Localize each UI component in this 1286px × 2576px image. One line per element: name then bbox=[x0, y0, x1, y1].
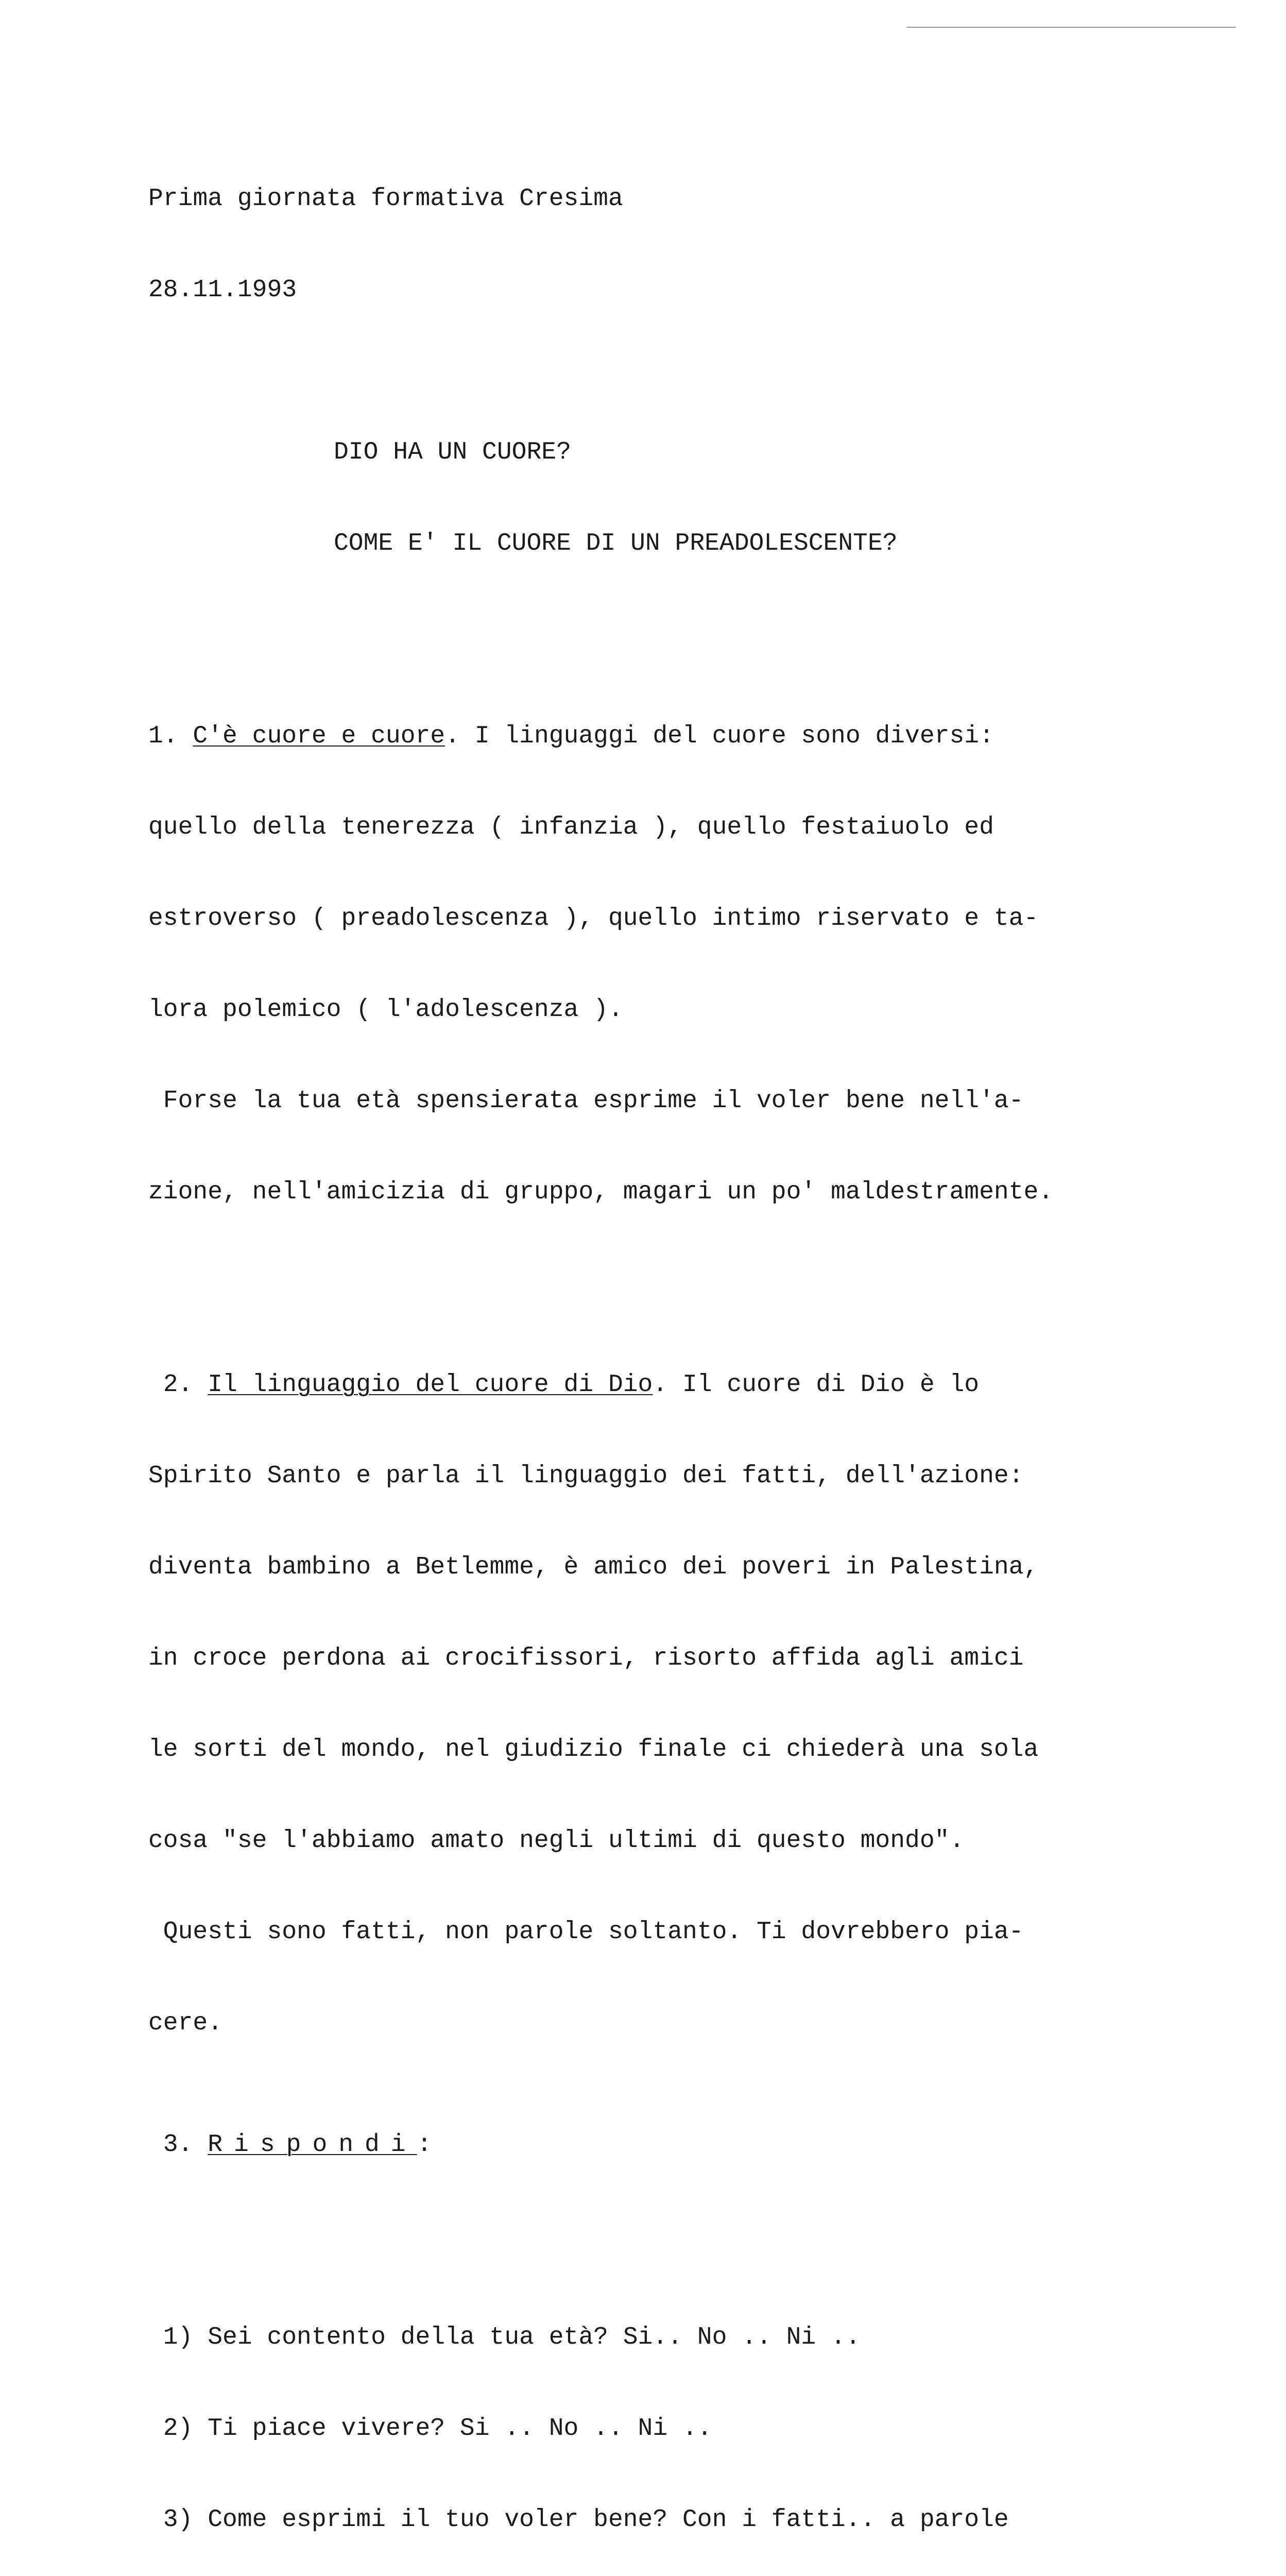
section-2-heading: Il linguaggio del cuore di Dio bbox=[208, 1371, 653, 1399]
section-2-line: Spirito Santo e parla il linguaggio dei fatti, dell'azione: bbox=[148, 1462, 1024, 1490]
section-2-line: in croce perdona ai crocifissori, risorto affida agli amici bbox=[148, 1645, 1024, 1672]
header-line-1: Prima giornata formativa Cresima bbox=[148, 185, 623, 213]
section-2-line: Questi sono fatti, non parole soltanto. Ti dovrebbero pia- bbox=[148, 1918, 1024, 1946]
question-line: 2) Ti piace vivere? Si .. No .. Ni .. bbox=[148, 2415, 712, 2443]
section-1-line: quello della tenerezza ( infanzia ), quello festaiuolo ed bbox=[148, 814, 994, 841]
section-1-line: Forse la tua età spensierata esprime il voler bene nell'a- bbox=[148, 1087, 1024, 1115]
title-line-2: COME E' IL CUORE DI UN PREADOLESCENTE? bbox=[334, 530, 898, 557]
question-line: 3) Come esprimi il tuo voler bene? Con i fatti.. a parole bbox=[148, 2506, 1009, 2534]
header-date: 28.11.1993 bbox=[148, 276, 297, 304]
section-2-first-line: 2. Il linguaggio del cuore di Dio. Il cuore di Dio è lo bbox=[148, 1371, 980, 1399]
section-3-heading-line: 3. Rispondi: bbox=[148, 2131, 432, 2159]
section-2-line: le sorti del mondo, nel giudizio finale ci chiederà una sola bbox=[148, 1736, 1039, 1764]
title-line-1: DIO HA UN CUORE? bbox=[334, 438, 571, 466]
section-1-first-line: 1. C'è cuore e cuore. I linguaggi del cuore sono diversi: bbox=[148, 722, 994, 750]
section-1-line: estroverso ( preadolescenza ), quello intimo riservato e ta- bbox=[148, 905, 1039, 933]
section-1-line: lora polemico ( l'adolescenza ). bbox=[148, 996, 623, 1024]
section-2-line: cere. bbox=[148, 2009, 223, 2037]
question-line: 1) Sei contento della tua età? Si.. No .. Ni .. bbox=[148, 2324, 861, 2351]
top-rule bbox=[906, 27, 1236, 28]
section-1-heading: C'è cuore e cuore bbox=[193, 722, 445, 750]
section-2-line: diventa bambino a Betlemme, è amico dei poveri in Palestina, bbox=[148, 1553, 1039, 1581]
section-1-line: zione, nell'amicizia di gruppo, magari un po' maldestramente. bbox=[148, 1178, 1054, 1206]
document-page bbox=[148, 93, 1117, 2576]
section-2-line: cosa "se l'abbiamo amato negli ultimi di questo mondo". bbox=[148, 1827, 965, 1855]
section-3-heading: Rispondi bbox=[208, 2131, 417, 2159]
